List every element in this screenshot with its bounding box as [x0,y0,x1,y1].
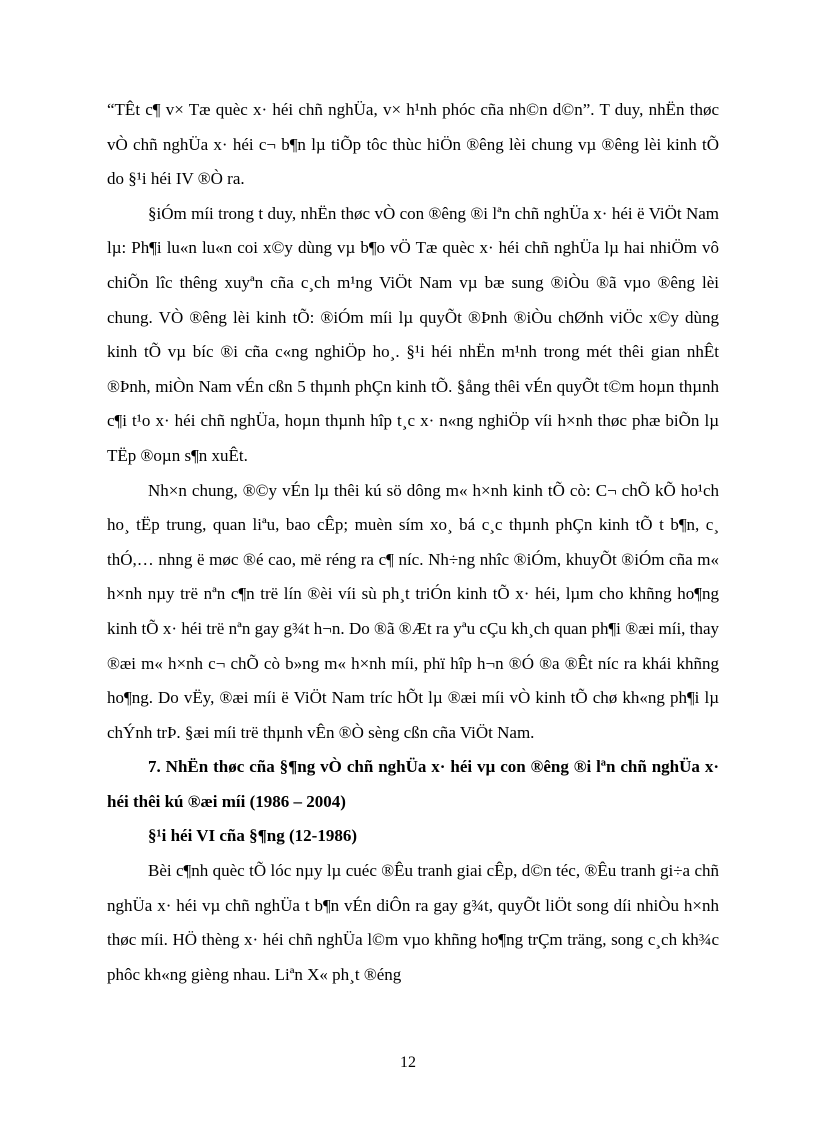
page-number: 12 [400,1054,416,1071]
section-subheading: §¹i héi VI cña §¶ng (12-1986) [148,826,357,846]
body-paragraph-4: Bèi c¶nh quèc tÕ lóc nµy lµ cuéc ®Êu tranh giai cÊp, d©n téc, ®Êu tranh gi÷a chñ nghÜa x· héi vµ chñ nghÜa t b¶n vÉn diÔn ra gay g¾t, quyÕt liÖt song díi nhiÒu h×nh thøc míi. HÖ thèng x· héi chñ nghÜa l©m vµo khñng ho¶ng trÇm träng, song c¸ch kh¾c phôc kh«ng gièng nhau. Liªn X« ph¸t ®éng [107,861,719,984]
body-paragraph-3: Nh×n chung, ®©y vÉn lµ thêi kú sö dông m« h×nh kinh tÕ cò: C¬ chÕ kÕ ho¹ch ho¸ tËp trung, quan liªu, bao cÊp; muèn sím xo¸ bá c¸c thµnh phÇn kinh tÕ t b¶n, c¸ thÓ,… nhng ë møc ®é cao, më réng ra c¶ níc. Nh÷ng nhîc ®iÓm, khuyÕt ®iÓm cña m« h×nh nµy trë nªn c¶n trë lín ®èi víi sù ph¸t triÓn kinh tÕ x· héi, lµm cho khñng ho¶ng kinh tÕ x· héi trë nªn gay g¾t h¬n. Do ®ã ®Æt ra yªu cÇu kh¸ch quan ph¶i ®æi míi, thay ®æi m« h×nh c¬ chÕ cò b»ng m« h×nh míi, phï hîp h¬n ®Ó ®a ®Êt níc ra khái khñng ho¶ng. Do vËy, ®æi míi ë ViÖt Nam tríc hÕt lµ ®æi míi vÒ kinh tÕ chø kh«ng ph¶i lµ chÝnh trÞ. §æi míi trë thµnh vÊn ®Ò sèng cßn cña ViÖt Nam. [107,480,719,742]
document-page [107,93,719,992]
body-paragraph-1: “TÊt c¶ v× Tæ quèc x· héi chñ nghÜa, v× h¹nh phóc cña nh©n d©n”. T duy, nhËn thøc vÒ chñ nghÜa x· héi c¬ b¶n lµ tiÕp tôc thùc hiÖn ®êng lèi chung vµ ®êng lèi kinh tÕ do §¹i héi IV ®Ò ra. [107,100,719,189]
section-heading: 7. NhËn thøc cña §¶ng vÒ chñ nghÜa x· héi vµ con ®êng ®i lªn chñ nghÜa x· héi thêi kú ®æi míi (1986 – 2004) [107,757,719,811]
body-paragraph-2: §iÓm míi trong t duy, nhËn thøc vÒ con ®êng ®i lªn chñ nghÜa x· héi ë ViÖt Nam lµ: Ph¶i lu«n lu«n coi x©y dùng vµ b¶o vÖ Tæ quèc x· héi chñ nghÜa lµ hai nhiÖm vô chiÕn lîc thêng xuyªn cña c¸ch m¹ng ViÖt Nam vµ bæ sung ®iÒu ®ã vµo ®êng lèi chung. VÒ ®êng lèi kinh tÕ: ®iÓm míi lµ quyÕt ®Þnh ®iÒu chØnh viÖc x©y dùng kinh tÕ vµ bíc ®i cña c«ng nghiÖp ho¸. §¹i héi nhËn m¹nh trong mét thêi gian nhÊt ®Þnh, miÒn Nam vÉn cßn 5 thµnh phÇn kinh tÕ. §ång thêi vÉn quyÕt t©m hoµn thµnh c¶i t¹o x· héi chñ nghÜa, hoµn thµnh hîp t¸c x· n«ng nghiÖp víi h×nh thøc phæ biÕn lµ TËp ®oµn s¶n xuÊt. [107,203,719,465]
